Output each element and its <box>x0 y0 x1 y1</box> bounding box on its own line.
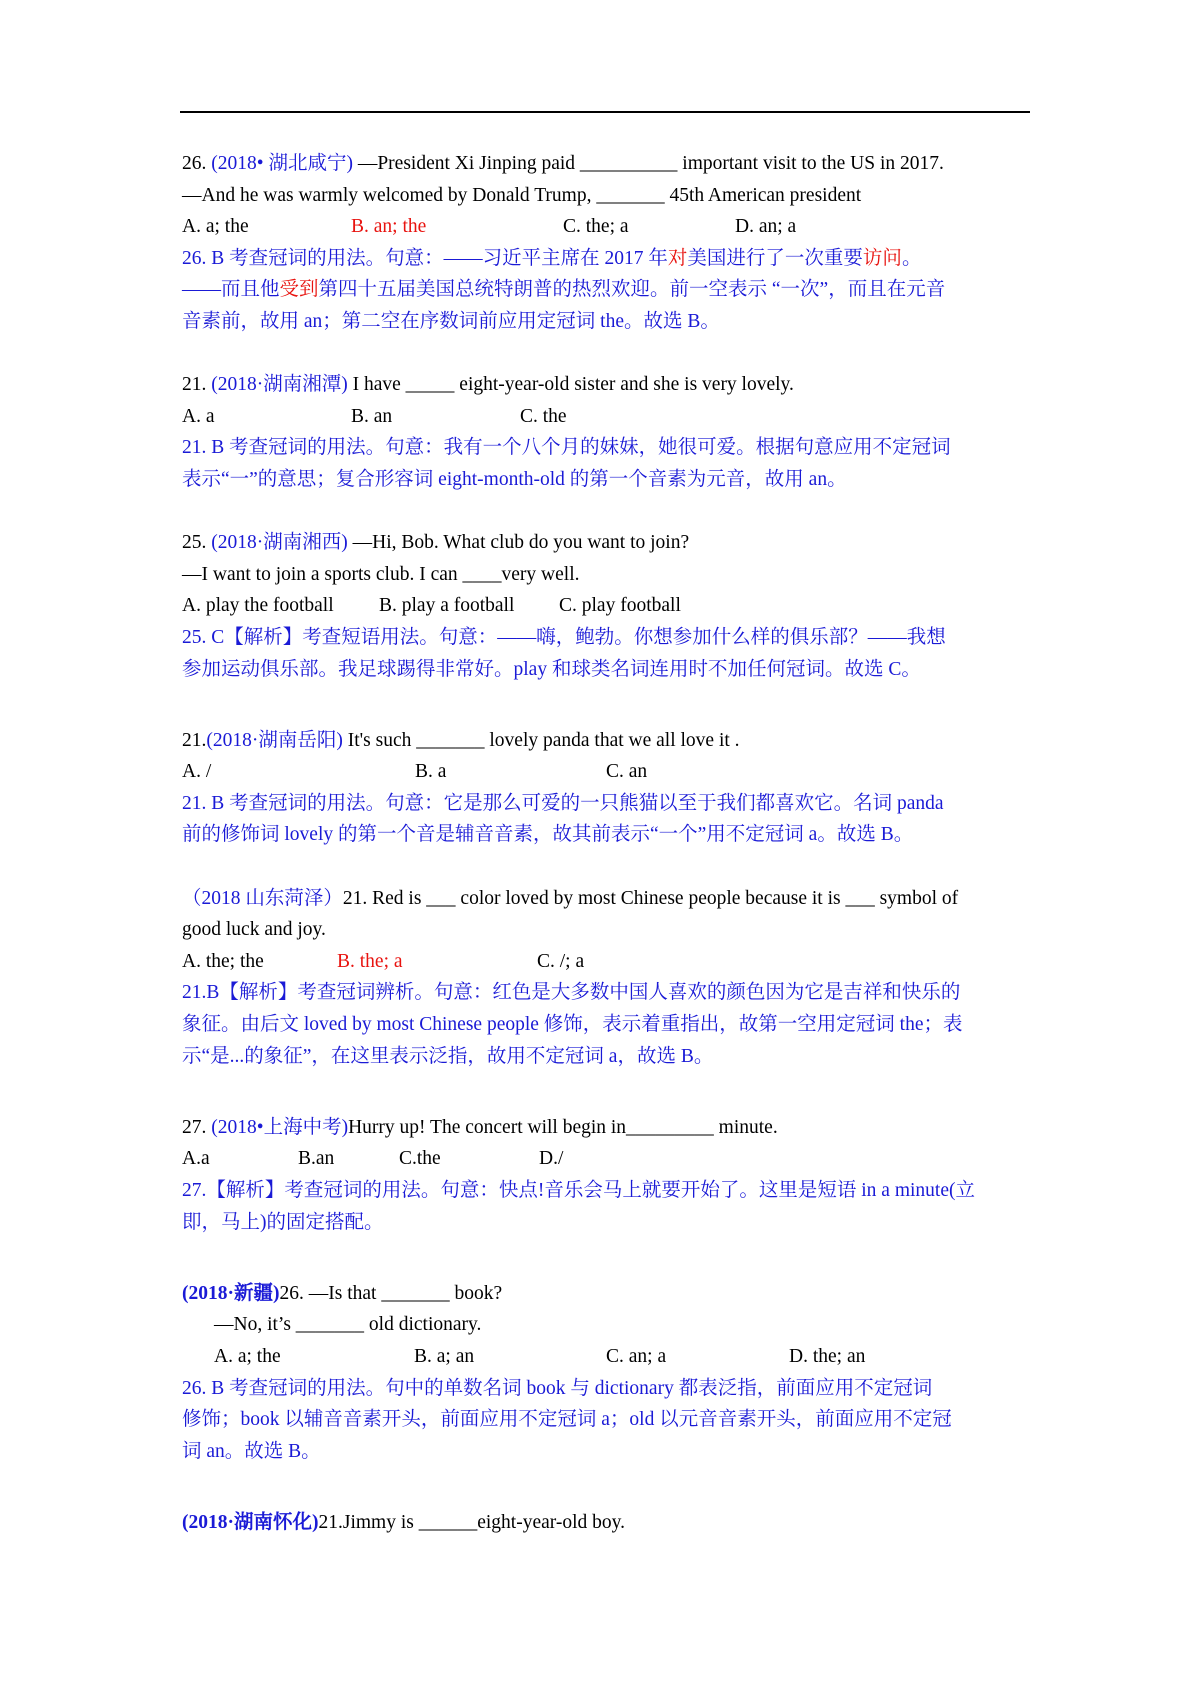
q1-line1 <box>182 148 1032 180</box>
q1-answer-text: 26. B 考查冠词的用法。句意：——习近平主席在 2017 年 <box>182 247 668 269</box>
q3-line2: —I want to join a sports club. I can ____very well. <box>182 563 580 585</box>
q3-options <box>182 590 1032 622</box>
q7-answer-line2: 修饰；book 以辅音音素开头，前面应用不定冠词 a；old 以元音音素开头，前面应用不定冠 <box>182 1409 952 1431</box>
q7-option-a: A. a; the <box>214 1345 281 1367</box>
q6-option-a: A.a <box>182 1148 210 1170</box>
q1-line2: —And he was warmly welcomed by Donald Trump, _______ 45th American president <box>182 184 862 206</box>
q4-option-b: B. a <box>415 761 447 783</box>
q6-option-c: C.the <box>399 1148 441 1170</box>
q3-answer-line1: 25. C【解析】考查短语用法。句意：——嗨，鲍勃。你想参加什么样的俱乐部？——我想 <box>182 626 946 648</box>
q7-stem <box>182 1278 1032 1310</box>
q1-stem: —President Xi Jinping paid __________ important visit to the US in 2017. <box>352 153 944 174</box>
q4-answer-line2: 前的修饰词 lovely 的第一个音是辅音音素，故其前表示“一个”用不定冠词 a。故选 B。 <box>182 824 914 846</box>
q1-answer-line1 <box>182 243 1032 275</box>
q5-options <box>182 946 1032 978</box>
q6-stem-text: Hurry up! The concert will begin in_________ minute. <box>348 1116 778 1138</box>
q7-option-c: C. an; a <box>606 1345 667 1367</box>
q7-source: (2018·新疆) <box>182 1282 280 1304</box>
q7-option-d: D. the; an <box>789 1345 866 1367</box>
q1-answer-highlight: 对 <box>667 247 688 269</box>
q1-answer-line3: 音素前，故用 an；第二空在序数词前应用定冠词 the。故选 B。 <box>182 310 720 332</box>
q1-option-b: B. an; the <box>351 216 427 238</box>
q6-option-b: B.an <box>298 1148 335 1170</box>
q3-answer-line2: 参加运动俱乐部。我足球踢得非常好。play 和球类名词连用时不加任何冠词。故选 C。 <box>182 658 921 680</box>
q3-source: (2018·湖南湘西) <box>211 532 348 554</box>
q5-option-c: C. /; a <box>537 950 585 972</box>
q4-stem-text: It's such _______ lovely panda that we all love it . <box>342 729 740 751</box>
q7-option-b: B. a; an <box>414 1345 475 1367</box>
q5-answer-line1: 21.B【解析】考查冠词辨析。句意：红色是大多数中国人喜欢的颜色因为它是吉祥和快乐的 <box>182 982 961 1004</box>
q4-option-c: C. an <box>606 761 648 783</box>
q4-answer-line1: 21. B 考查冠词的用法。句意：它是那么可爱的一只熊猫以至于我们都喜欢它。名词 panda <box>182 792 944 814</box>
q7-stem-text: 26. —Is that _______ book? <box>279 1282 503 1304</box>
q7-options <box>182 1341 1032 1373</box>
q5-option-a: A. the; the <box>182 950 264 972</box>
q7-answer-line1: 26. B 考查冠词的用法。句中的单数名词 book 与 dictionary 都表泛指，前面应用不定冠词 <box>182 1377 933 1399</box>
q7-answer-line3: 词 an。故选 B。 <box>182 1440 321 1462</box>
q3-option-a: A. play the football <box>182 595 334 617</box>
q2-answer-line1: 21. B 考查冠词的用法。句意：我有一个八个月的妹妹，她很可爱。根据句意应用不定冠词 <box>182 437 951 459</box>
q5-line1 <box>182 883 1032 915</box>
q6-option-d: D./ <box>539 1148 564 1170</box>
q1-answer-highlight: 受到 <box>279 279 319 301</box>
q3-line1 <box>182 527 1032 559</box>
q3-number: 25. <box>182 532 212 554</box>
q1-answer-text: 美国进行了一次重要 <box>687 247 863 269</box>
q2-option-b: B. an <box>351 405 393 427</box>
q1-option-d: D. an; a <box>735 216 797 238</box>
q1-answer-text: ——而且他 <box>182 279 280 301</box>
q1-number: 26. <box>182 153 212 174</box>
q4-stem <box>182 725 1032 757</box>
q6-stem <box>182 1112 1032 1144</box>
header-rule <box>180 111 1030 113</box>
q3-option-c: C. play football <box>559 595 681 617</box>
q2-option-c: C. the <box>520 405 567 427</box>
q2-options <box>182 401 1032 433</box>
q6-options <box>182 1143 1032 1175</box>
q5-answer-line3: 示“是...的象征”，在这里表示泛指，故用不定冠词 a，故选 B。 <box>182 1045 714 1067</box>
q3-stem: —Hi, Bob. What club do you want to join? <box>347 532 690 554</box>
q6-number: 27. <box>182 1116 212 1138</box>
q4-option-a: A. / <box>182 761 212 783</box>
q8-source: (2018·湖南怀化) <box>182 1511 319 1533</box>
q3-option-b: B. play a football <box>379 595 515 617</box>
q1-answer-line2 <box>182 274 1032 306</box>
q4-source: (2018·湖南岳阳) <box>206 729 343 751</box>
q1-source: (2018• 湖北咸宁) <box>211 153 353 174</box>
q1-options <box>182 211 1032 243</box>
q5-line2: good luck and joy. <box>182 919 326 941</box>
q1-answer-text: 。 <box>901 247 922 269</box>
document-body <box>182 148 1032 1539</box>
q6-source: (2018•上海中考) <box>211 1116 349 1138</box>
q4-number: 21. <box>182 729 207 751</box>
q5-answer-line2: 象征。由后文 loved by most Chinese people 修饰，表示着重指出，故第一空用定冠词 the；表 <box>182 1014 963 1036</box>
q2-option-a: A. a <box>182 405 215 427</box>
q2-stem-text: I have _____ eight-year-old sister and she is very lovely. <box>347 374 794 396</box>
q2-source: (2018·湖南湘潭) <box>211 374 348 396</box>
q2-answer-line2: 表示“一”的意思；复合形容词 eight-month-old 的第一个音素为元音，故用 an。 <box>182 468 847 490</box>
q5-source: （2018 山东菏泽） <box>182 887 343 909</box>
q1-answer-text: 第四十五届美国总统特朗普的热烈欢迎。前一空表示 “一次”，而且在元音 <box>318 279 946 301</box>
q7-line2: —No, it’s _______ old dictionary. <box>214 1314 482 1336</box>
q5-option-b: B. the; a <box>337 950 403 972</box>
q8-stem-text: 21.Jimmy is ______eight-year-old boy. <box>318 1511 626 1533</box>
q2-number: 21. <box>182 374 212 396</box>
q5-stem: 21. Red is ___ color loved by most Chinese people because it is ___ symbol of <box>342 887 959 909</box>
q8-stem <box>182 1507 1032 1539</box>
q4-options <box>182 756 1032 788</box>
q1-answer-highlight: 访问 <box>862 247 902 269</box>
q2-stem <box>182 369 1032 401</box>
q6-answer-line1: 27.【解析】考查冠词的用法。句意：快点!音乐会马上就要开始了。这里是短语 in a minute(立 <box>182 1180 975 1201</box>
q6-answer-line2: 即，马上)的固定搭配。 <box>182 1211 384 1233</box>
q1-option-a: A. a; the <box>182 216 249 238</box>
q1-option-c: C. the; a <box>563 216 629 238</box>
